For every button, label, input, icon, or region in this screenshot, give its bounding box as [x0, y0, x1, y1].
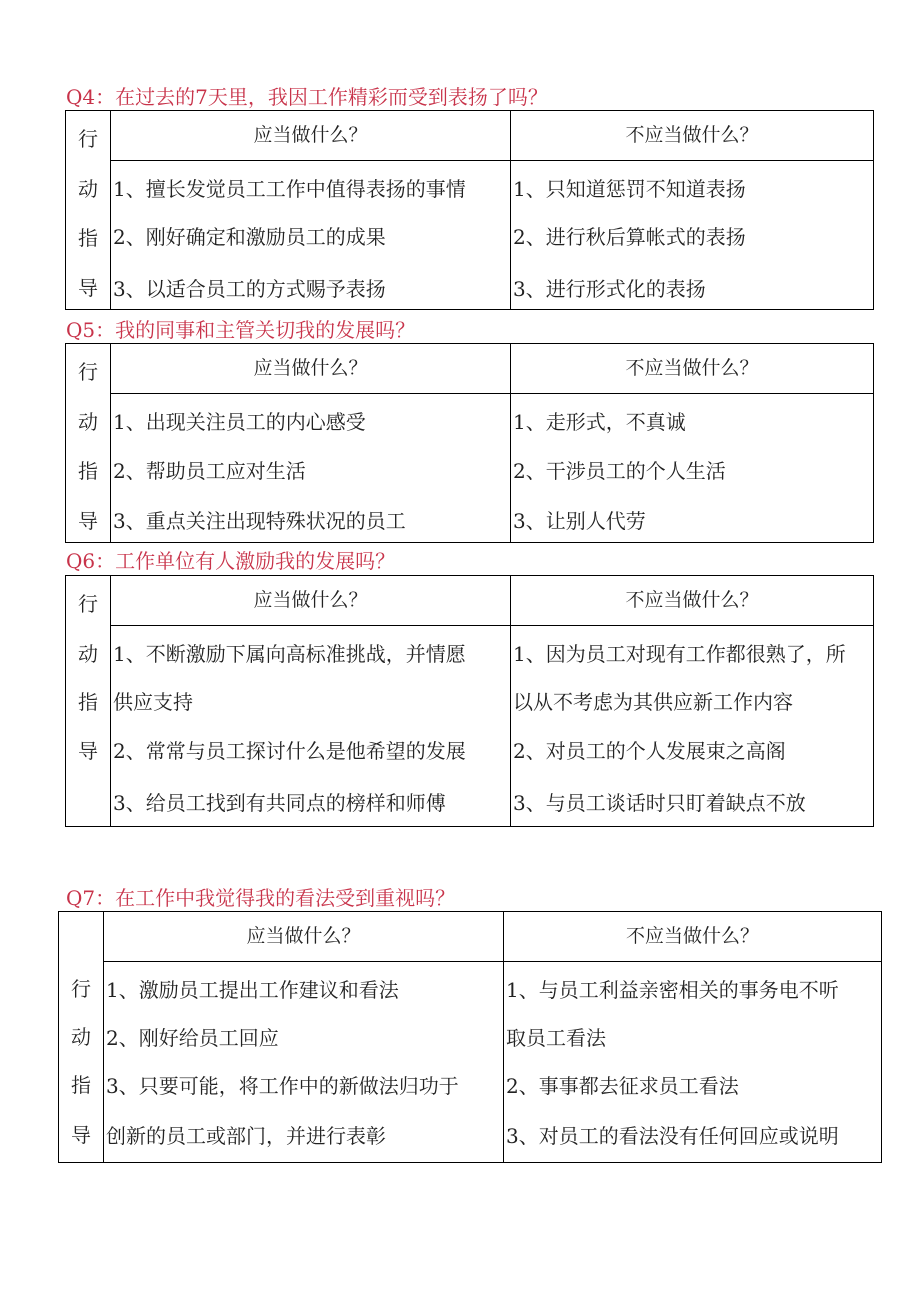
- side-char: 导: [71, 1123, 91, 1147]
- side-char: 动: [78, 177, 98, 201]
- list-item: 3、重点关注出现特殊状况的员工: [113, 509, 406, 533]
- side-char: 动: [71, 1025, 91, 1049]
- should-not-cell: [504, 962, 882, 1163]
- list-item: 取员工看法: [506, 1026, 606, 1050]
- list-item: 1、因为员工对现有工作都很熟了，所: [513, 642, 846, 666]
- question-q6: Q6：工作单位有人激励我的发展吗？: [66, 549, 396, 573]
- list-item: 供应支持: [113, 690, 193, 714]
- list-item: 2、事事都去征求员工看法: [506, 1074, 739, 1098]
- list-item: 1、只知道惩罚不知道表扬: [513, 177, 746, 201]
- question-q7: Q7：在工作中我觉得我的看法受到重视吗？: [66, 886, 456, 910]
- should-cell: [104, 962, 504, 1163]
- side-label: [66, 344, 111, 543]
- list-item: 创新的员工或部门，并进行表彰: [106, 1124, 386, 1148]
- guide-table-q7: [58, 911, 882, 1163]
- list-item: 1、不断激励下属向高标准挑战，并情愿: [113, 642, 466, 666]
- side-char: 行: [78, 592, 98, 616]
- list-item: 2、干涉员工的个人生活: [513, 459, 726, 483]
- list-item: 2、刚好给员工回应: [106, 1026, 279, 1050]
- side-label: [59, 912, 104, 1163]
- guide-table-q5: [65, 343, 874, 543]
- list-item: 1、出现关注员工的内心感受: [113, 410, 366, 434]
- header-should-not: 不应当做什么？: [511, 344, 874, 394]
- header-should: 应当做什么？: [111, 111, 511, 161]
- list-item: 2、对员工的个人发展束之高阁: [513, 739, 786, 763]
- list-item: 1、激励员工提出工作建议和看法: [106, 978, 399, 1002]
- should-cell: [111, 394, 511, 543]
- question-q5: Q5：我的同事和主管关切我的发展吗？: [66, 318, 416, 342]
- should-cell: [111, 626, 511, 827]
- list-item: 1、走形式，不真诚: [513, 410, 686, 434]
- header-should-not: 不应当做什么？: [504, 912, 882, 962]
- list-item: 以从不考虑为其供应新工作内容: [513, 690, 793, 714]
- header-should: 应当做什么？: [111, 344, 511, 394]
- side-char: 动: [78, 410, 98, 434]
- list-item: 3、以适合员工的方式赐予表扬: [113, 277, 386, 301]
- side-label: [66, 576, 111, 827]
- list-item: 1、擅长发觉员工工作中值得表扬的事情: [113, 177, 466, 201]
- list-item: 3、给员工找到有共同点的榜样和师傅: [113, 791, 446, 815]
- side-char: 行: [71, 977, 91, 1001]
- should-not-cell: [511, 161, 874, 310]
- side-char: 动: [78, 642, 98, 666]
- should-not-cell: [511, 394, 874, 543]
- guide-table-q4: [65, 110, 874, 310]
- side-char: 导: [78, 739, 98, 763]
- list-item: 3、与员工谈话时只盯着缺点不放: [513, 791, 806, 815]
- side-char: 导: [78, 509, 98, 533]
- header-should: 应当做什么？: [104, 912, 504, 962]
- side-char: 导: [78, 276, 98, 300]
- should-not-cell: [511, 626, 874, 827]
- list-item: 3、对员工的看法没有任何回应或说明: [506, 1124, 839, 1148]
- header-should-not: 不应当做什么？: [511, 576, 874, 626]
- list-item: 2、帮助员工应对生活: [113, 459, 306, 483]
- header-should: 应当做什么？: [111, 576, 511, 626]
- list-item: 3、进行形式化的表扬: [513, 277, 706, 301]
- question-q4: Q4：在过去的7天里，我因工作精彩而受到表扬了吗？: [66, 85, 548, 109]
- side-char: 行: [78, 127, 98, 151]
- list-item: 3、只要可能，将工作中的新做法归功于: [106, 1074, 459, 1098]
- header-should-not: 不应当做什么？: [511, 111, 874, 161]
- side-char: 指: [71, 1073, 91, 1097]
- list-item: 2、刚好确定和激励员工的成果: [113, 225, 386, 249]
- list-item: 3、让别人代劳: [513, 509, 646, 533]
- guide-table-q6: [65, 575, 874, 827]
- should-cell: [111, 161, 511, 310]
- side-char: 指: [78, 226, 98, 250]
- list-item: 1、与员工利益亲密相关的事务电不听: [506, 978, 839, 1002]
- list-item: 2、常常与员工探讨什么是他希望的发展: [113, 739, 466, 763]
- list-item: 2、进行秋后算帐式的表扬: [513, 225, 746, 249]
- side-label: [66, 111, 111, 310]
- side-char: 指: [78, 459, 98, 483]
- side-char: 行: [78, 360, 98, 384]
- side-char: 指: [78, 690, 98, 714]
